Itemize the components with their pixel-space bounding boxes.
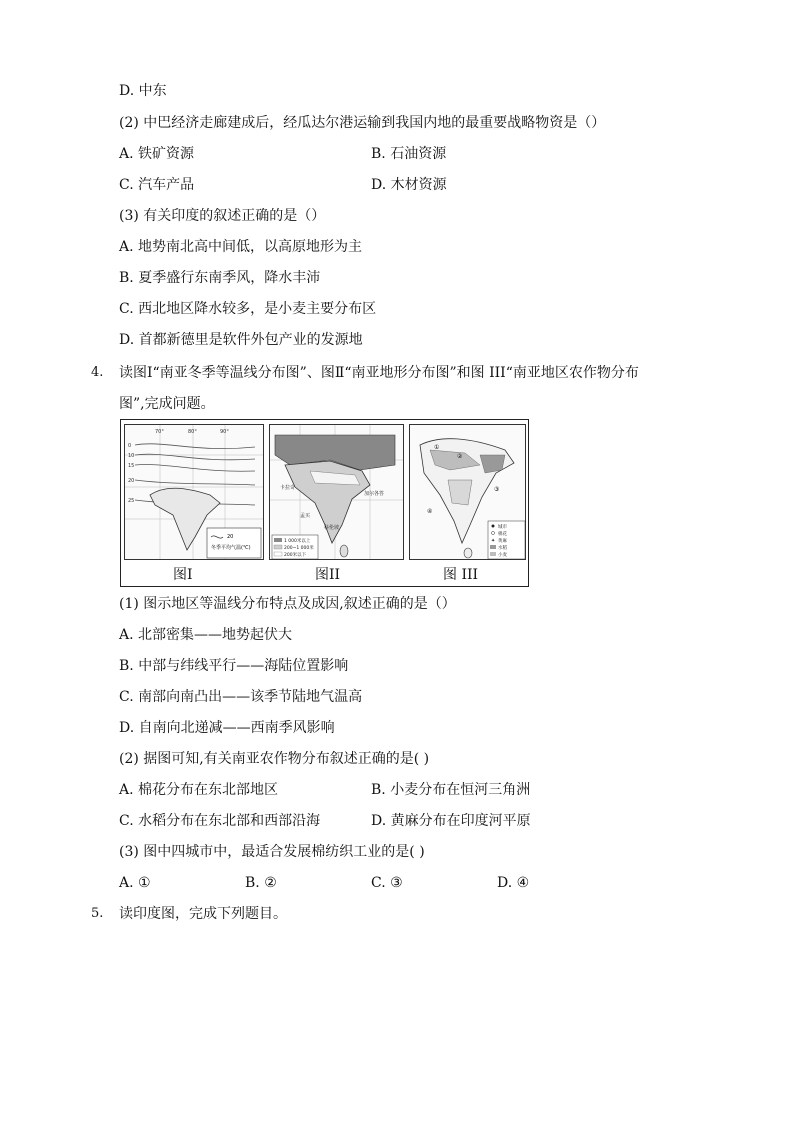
map-panel-3: [409, 424, 526, 560]
q3-2-option-b: B. 石油资源: [371, 146, 447, 162]
q4-3-option-d: D. ④: [497, 875, 530, 891]
crop-distribution-map: [410, 425, 526, 560]
question-number-4: 4.: [91, 365, 104, 380]
fig3-legend-rice: 水稻: [498, 546, 507, 551]
q4-3-stem: (3) 图中四城市中，最适合发展棉纺织工业的是( ): [119, 844, 425, 860]
q3-3-option-d: D. 首都新德里是软件外包产业的发源地: [119, 332, 363, 348]
terrain-map: [270, 425, 404, 560]
fig1-legend-value: 20: [227, 534, 234, 540]
q3-3-option-c: C. 西北地区降水较多，是小麦主要分布区: [119, 301, 377, 317]
q3-2-stem: (2) 中巴经济走廊建成后，经瓜达尔港运输到我国内地的最重要战略物资是（）: [119, 115, 606, 131]
q4-2-option-a: A. 棉花分布在东北部地区: [119, 782, 279, 798]
lon-label-70: 70°: [155, 429, 164, 435]
iso-label-20: 20: [128, 478, 135, 484]
winter-isotherm-map: [125, 425, 264, 560]
map-panel-1: [124, 424, 264, 560]
q4-3-option-a: A. ①: [119, 875, 151, 891]
fig2-legend-low: 200米以下: [284, 553, 307, 558]
q4-1-stem: (1) 图示地区等温线分布特点及成因,叙述正确的是（）: [119, 596, 456, 612]
q3-2-option-c: C. 汽车产品: [119, 177, 195, 193]
city-2: ②: [457, 453, 463, 460]
figure-caption-1: 图I: [173, 567, 193, 583]
fig1-legend-text: 冬季平均气温(℃): [211, 545, 251, 551]
q4-2-option-d: D. 黄麻分布在印度河平原: [371, 813, 531, 829]
q4-3-option-b: B. ②: [245, 875, 277, 891]
place-colombo: 科伦坡: [324, 525, 340, 531]
q4-1-option-b: B. 中部与纬线平行——海陆位置影响: [119, 658, 349, 674]
lon-label-80: 80°: [188, 429, 197, 435]
iso-label-15: 15: [128, 463, 135, 469]
iso-label-10: 10: [128, 453, 135, 459]
q3-2-option-d: D. 木材资源: [371, 177, 447, 193]
place-mumbai: 孟买: [300, 513, 311, 519]
city-4: ④: [427, 508, 433, 515]
q4-2-option-b: B. 小麦分布在恒河三角洲: [371, 782, 531, 798]
lon-label-90: 90°: [220, 429, 229, 435]
option-d-middle-east: D. 中东: [119, 83, 167, 99]
q5-stem: 读印度图，完成下列题目。: [119, 906, 287, 922]
q4-stem-line1: 读图Ⅰ“南亚冬季等温线分布图”、图Ⅱ“南亚地形分布图”和图 III“南亚地区农作物分布: [119, 365, 639, 381]
city-3: ③: [494, 486, 500, 493]
fig3-legend-jute: 黄麻: [498, 539, 507, 544]
q3-3-stem: (3) 有关印度的叙述正确的是（）: [119, 208, 326, 224]
question-number-5: 5.: [91, 906, 104, 921]
south-asia-map-figure: [120, 419, 529, 587]
iso-label-0: 0: [128, 443, 132, 449]
iso-label-25: 25: [128, 498, 135, 504]
fig2-legend-high: 1 000米以上: [284, 539, 311, 544]
q4-2-option-c: C. 水稻分布在东北部和西部沿海: [119, 813, 321, 829]
place-karachi: 卡拉奇: [280, 485, 296, 491]
q3-3-option-a: A. 地势南北高中间低，以高原地形为主: [119, 239, 363, 255]
q4-stem-line2: 图”,完成问题。: [119, 396, 215, 412]
q3-2-option-a: A. 铁矿资源: [119, 146, 195, 162]
figure-caption-2: 图II: [315, 567, 341, 583]
city-1: ①: [434, 444, 440, 451]
fig3-legend-wheat: 小麦: [498, 553, 507, 558]
map-panel-2: [269, 424, 404, 560]
q4-1-option-a: A. 北部密集——地势起伏大: [119, 627, 293, 643]
fig2-legend-mid: 200~1 000米: [284, 546, 314, 551]
q4-2-stem: (2) 据图可知,有关南亚农作物分布叙述正确的是( ): [119, 751, 430, 767]
figure-caption-3: 图 III: [443, 567, 479, 583]
q4-3-option-c: C. ③: [371, 875, 403, 891]
q3-3-option-b: B. 夏季盛行东南季风，降水丰沛: [119, 270, 321, 286]
svg-text:✦: ✦: [491, 538, 496, 544]
q4-1-option-d: D. 自南向北递减——西南季风影响: [119, 720, 335, 736]
place-kolkata: 加尔各答: [364, 491, 385, 497]
q4-1-option-c: C. 南部向南凸出——该季节陆地气温高: [119, 689, 363, 705]
fig3-legend-cotton: 棉花: [498, 532, 507, 537]
fig3-legend-city: 城市: [498, 525, 507, 530]
